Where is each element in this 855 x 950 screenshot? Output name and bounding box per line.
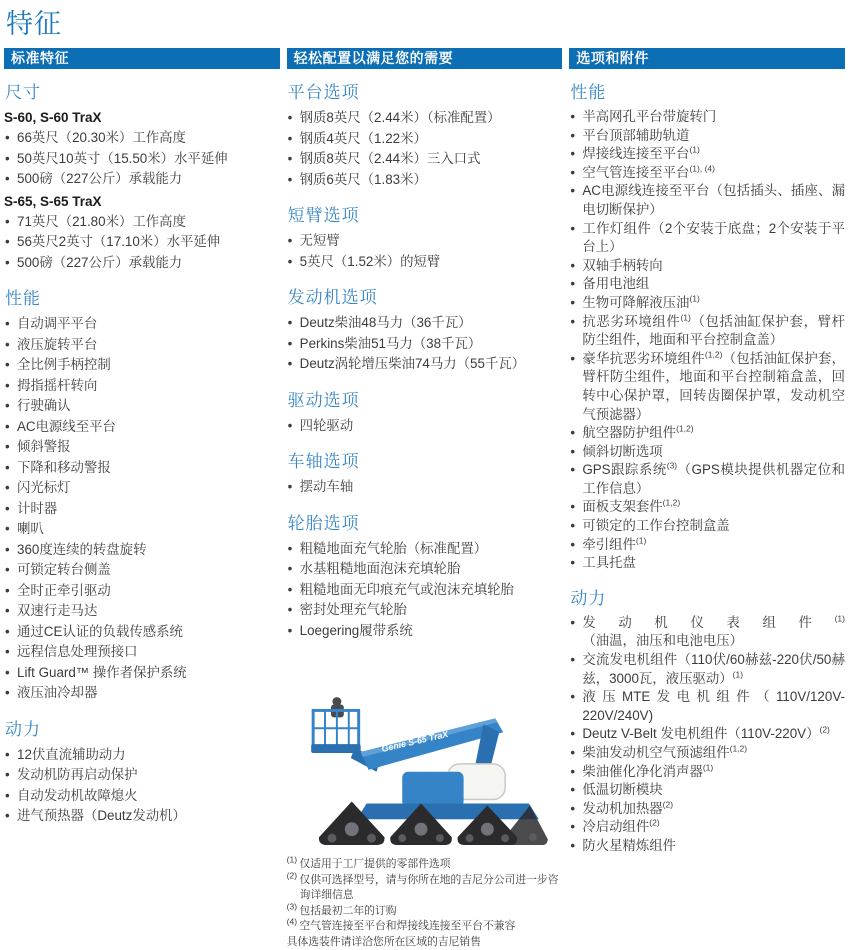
feature-item: • 进气预热器（Deutz发动机） [4, 806, 280, 827]
configuration-sections [287, 78, 563, 641]
section-heading: 性能 [570, 78, 845, 103]
options-sections [569, 78, 845, 856]
feature-list [4, 745, 280, 827]
feature-list [569, 614, 845, 856]
feature-item: • 500磅（227公斤）承载能力 [4, 253, 280, 274]
section-heading: 尺寸 [5, 78, 280, 103]
feature-list [287, 231, 563, 272]
feature-item: • 通过CE认证的负载传感系统 [4, 622, 280, 643]
feature-item: • 发动机防再启动保护 [4, 765, 280, 786]
footnote-marker: (1) [733, 669, 743, 679]
feature-list [4, 128, 280, 190]
feature-item: • 液压MTE发电机组件（110V/120V-220V/240V) [569, 688, 845, 725]
feature-list [287, 477, 563, 498]
feature-list [4, 314, 280, 704]
feature-item: • 豪华抗恶劣环境组件$^{(1,2)}$（包括油缸保护套，臂杆防尘组件，地面和平台控制箱盒盖，回转中心保护罩，回转齿圈保护罩，发动机空气预滤器） [569, 350, 845, 424]
feature-item: • Lift Guard™ 操作者保护系统 [4, 663, 280, 684]
footnote-marker: (2) [287, 870, 300, 880]
feature-item: • Deutz V-Belt 发电机组件$(110V-220V)^{(2)}$ [569, 725, 845, 744]
feature-item: • 500磅（227公斤）承载能力 [4, 169, 280, 190]
feature-item: • 360度连续的转盘旋转 [4, 540, 280, 561]
feature-item: • 水基粗糙地面泡沫充填轮胎 [287, 559, 563, 580]
feature-item: • 牵引组件$^{(1)}$ [569, 536, 845, 555]
feature-list [287, 108, 563, 190]
footnote-marker: (1) [689, 293, 699, 303]
footnote: $^{(2)}$ 仅供可选择型号，请与你所在地的吉尼分公司进一步咨询详细信息 [287, 873, 563, 904]
feature-item: • 可锁定转台侧盖 [4, 560, 280, 581]
feature-item: • 柴油催化净化消声器$^{(1)}$ [569, 763, 845, 782]
boom-label: Genie S-65 TraX [381, 729, 451, 754]
boom-lift-photo [299, 655, 549, 849]
page-title: 特征 [6, 2, 845, 41]
feature-item: • 钢质4英尺（1.22米） [287, 129, 563, 150]
column-standard-features [4, 48, 280, 950]
column-options-accessories [569, 48, 845, 950]
column-configuration [287, 48, 563, 950]
feature-item: • 发动机加热器$^{(2)}$ [569, 800, 845, 819]
section-heading: 驱动选项 [288, 386, 563, 411]
footnote-marker: (4) [287, 916, 300, 926]
footnote-marker: (1,2) [663, 498, 680, 508]
feature-item: • 平台顶部辅助轨道 [569, 127, 845, 146]
feature-item: • 56英尺2英寸（17.10米）水平延伸 [4, 232, 280, 253]
footnote-marker: (1) [680, 312, 690, 322]
section-heading: 轮胎选项 [288, 509, 563, 534]
feature-item: • 5英尺（1.52米）的短臂 [287, 252, 563, 273]
feature-item: • 冷启动组件$^{(2)}$ [569, 818, 845, 837]
footnote-marker: (1) [636, 535, 646, 545]
footnote-marker: (1,2) [705, 349, 722, 359]
footnote-marker: (2) [649, 818, 659, 828]
feature-item: • 抗恶劣环境组件$^{(1)}$（包括油缸保护套，臂杆防尘组件，地面和平台控制盒盖） [569, 313, 845, 350]
feature-item: • 空气管连接至平台$^{(1), (4)}$ [569, 164, 845, 183]
feature-item: • 拇指摇杆转向 [4, 376, 280, 397]
feature-item: • 粗糙地面无印痕充气或泡沫充填轮胎 [287, 580, 563, 601]
feature-item: • 防火星精炼组件 [569, 837, 845, 856]
feature-item: • 钢质8英尺（2.44米）三入口式 [287, 149, 563, 170]
footnote-marker: (2) [819, 725, 829, 735]
feature-item: • AC电源线至平台 [4, 417, 280, 438]
feature-item: • 无短臂 [287, 231, 563, 252]
column-header-configuration: 轻松配置以满足您的需要 [287, 48, 563, 69]
footnote-marker: (1) [287, 854, 300, 864]
feature-item: • 密封处理充气轮胎 [287, 600, 563, 621]
feature-item: • 备用电池组 [569, 275, 845, 294]
feature-item: • 钢质6英尺（1.83米） [287, 170, 563, 191]
column-header-standard: 标准特征 [4, 48, 280, 69]
feature-item: • 钢质8英尺（2.44米）（标准配置） [287, 108, 563, 129]
feature-item: • 液压旋转平台 [4, 335, 280, 356]
feature-item: • 双轴手柄转向 [569, 257, 845, 276]
feature-list [287, 539, 563, 642]
footnote: $^{(4)}$ 空气管连接至平台和焊接线连接至平台不兼容 [287, 919, 563, 935]
section-heading: 平台选项 [288, 78, 563, 103]
feature-item: • 摆动车轴 [287, 477, 563, 498]
feature-item: • 71英尺（21.80米）工作高度 [4, 212, 280, 233]
feature-item: • 工作灯组件（2个安装于底盘；2个安装于平台上） [569, 220, 845, 257]
feature-item: • 计时器 [4, 499, 280, 520]
footnote-marker: (2) [663, 799, 673, 809]
model-subheading: S-65, S-65 TraX [4, 192, 280, 212]
footnote-marker: (3) [287, 901, 300, 911]
feature-item: • 粗糙地面充气轮胎（标准配置） [287, 539, 563, 560]
feature-item: • 液压油冷却器 [4, 683, 280, 704]
feature-item: • GPS跟踪系统$^{(3)}$（GPS模块提供机器定位和工作信息） [569, 461, 845, 498]
feature-item: • 焊接线连接至平台$^{(1)}$ [569, 145, 845, 164]
feature-item: • 低温切断模块 [569, 781, 845, 800]
feature-item: • 远程信息处理预接口 [4, 642, 280, 663]
feature-item: • 66英尺（20.30米）工作高度 [4, 128, 280, 149]
feature-item: • 倾斜警报 [4, 437, 280, 458]
column-header-options: 选项和附件 [569, 48, 845, 69]
section-heading: 车轴选项 [288, 447, 563, 472]
section-heading: 发动机选项 [288, 283, 563, 308]
footnote: 具体选装件请详洽您所在区域的吉尼销售 [287, 935, 563, 950]
feature-columns [4, 48, 845, 950]
platform-basket [312, 710, 361, 753]
standard-sections [4, 78, 280, 827]
feature-item: • 生物可降解液压油$^{(1)}$ [569, 294, 845, 313]
footnote-marker: (1,2) [676, 424, 693, 434]
feature-item: • 交流发电机组件（110伏/60赫兹-220伏/50赫兹，3000瓦，液压驱动）$^{(1)}$ [569, 651, 845, 688]
footnote-marker: (1), (4) [689, 163, 715, 173]
section-heading: 动力 [5, 715, 280, 740]
feature-item: • 闪光标灯 [4, 478, 280, 499]
feature-item: • AC电源线连接至平台（包括插头、插座、漏电切断保护） [569, 182, 845, 219]
footnote: $^{(3)}$ 包括最初二年的订购 [287, 904, 563, 920]
footnote-marker: (3) [667, 461, 677, 471]
feature-item: • 自动发动机故障熄火 [4, 786, 280, 807]
feature-item: • 发动机仪表组件$^{(1)}$（油温，油压和电池电压） [569, 614, 845, 651]
feature-item: • 柴油发动机空气预滤组件$^{(1,2)}$ [569, 744, 845, 763]
feature-list [4, 212, 280, 274]
feature-item: • 航空器防护组件$^{(1,2)}$ [569, 424, 845, 443]
feature-item: • 全比例手柄控制 [4, 355, 280, 376]
feature-item: • 喇叭 [4, 519, 280, 540]
feature-item: • 工具托盘 [569, 554, 845, 573]
section-heading: 短臂选项 [288, 201, 563, 226]
feature-item: • 双速行走马达 [4, 601, 280, 622]
feature-item: • Deutz涡轮增压柴油74马力（55千瓦） [287, 354, 563, 375]
footnote-marker: (1) [703, 762, 713, 772]
turntable-body [403, 772, 464, 808]
section-heading: 动力 [570, 584, 845, 609]
footnotes [287, 857, 563, 950]
section-heading: 性能 [5, 284, 280, 309]
chassis [357, 803, 539, 819]
footnote-marker: (1,2) [730, 744, 747, 754]
feature-item: • 50英尺10英寸（15.50米）水平延伸 [4, 149, 280, 170]
feature-item: • 12伏直流辅助动力 [4, 745, 280, 766]
feature-item: • 可锁定的工作台控制盒盖 [569, 517, 845, 536]
model-subheading: S-60, S-60 TraX [4, 108, 280, 128]
feature-item: • 行驶确认 [4, 396, 280, 417]
feature-item: • Loegering履带系统 [287, 621, 563, 642]
feature-item: • Deutz柴油48马力（36千瓦） [287, 313, 563, 334]
feature-item: • 面板支架套件$^{(1,2)}$ [569, 498, 845, 517]
footnote-marker: (1) [835, 613, 845, 623]
feature-item: • Perkins柴油51马力（38千瓦） [287, 334, 563, 355]
feature-list [287, 313, 563, 375]
footnote: $^{(1)}$ 仅适用于工厂提供的零部件选项 [287, 857, 563, 873]
footnote-marker: (1) [689, 145, 699, 155]
feature-list [287, 416, 563, 437]
feature-item: • 全时正牵引驱动 [4, 581, 280, 602]
feature-item: • 自动调平平台 [4, 314, 280, 335]
feature-item: • 四轮驱动 [287, 416, 563, 437]
feature-item: • 倾斜切断选项 [569, 443, 845, 462]
feature-list [569, 108, 845, 573]
feature-item: • 半高网孔平台带旋转门 [569, 108, 845, 127]
feature-item: • 下降和移动警报 [4, 458, 280, 479]
